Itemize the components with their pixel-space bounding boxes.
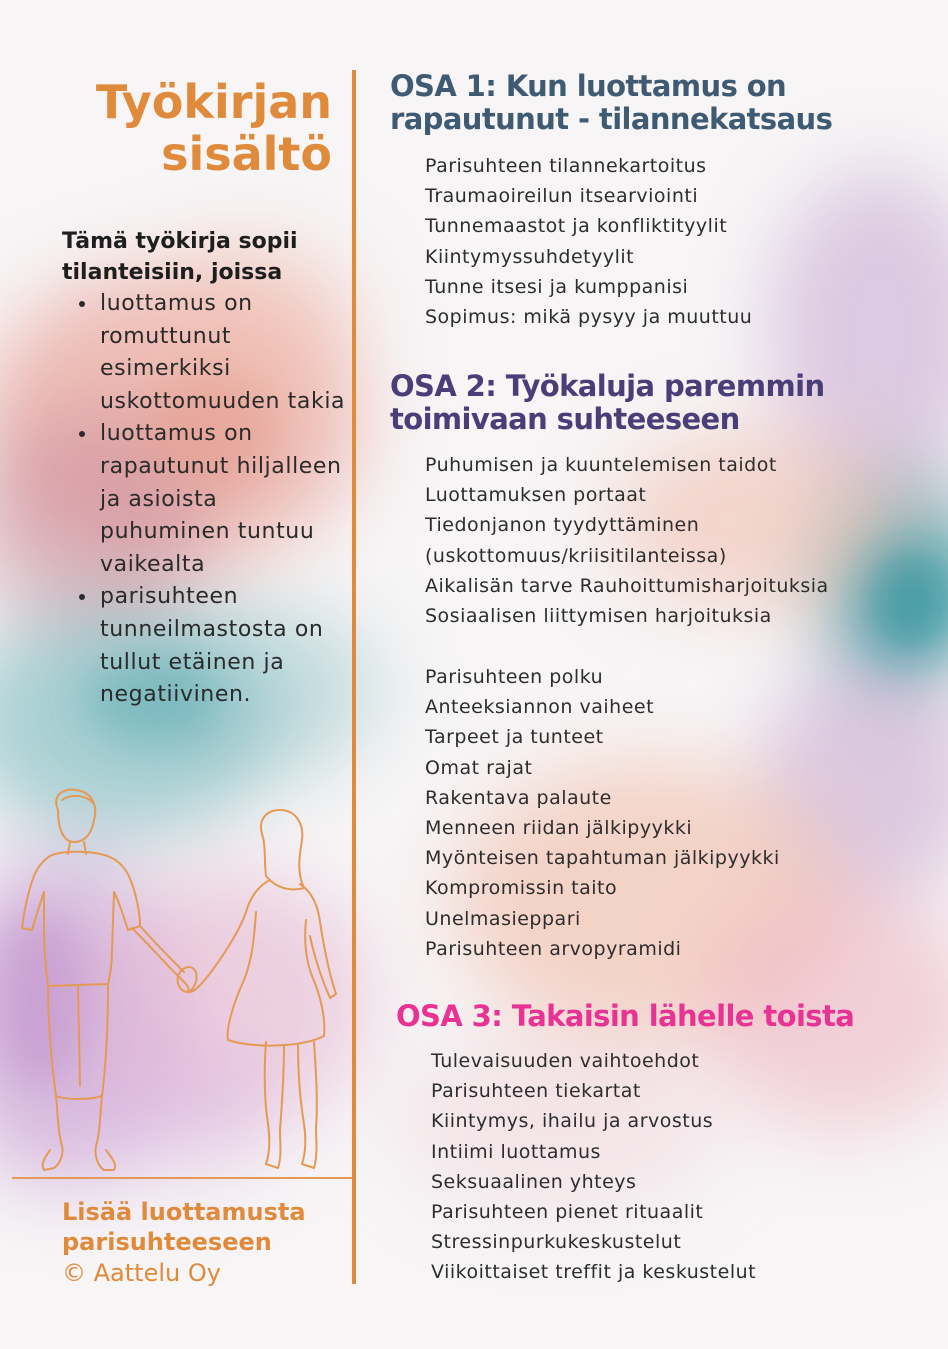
section-3-list [431, 1046, 756, 1288]
list-item: (uskottomuus/kriisitilanteissa) [425, 544, 727, 567]
intro-bullet: • luottamus on romuttunut esimerkiksi uskottomuuden takia [98, 288, 352, 418]
footer-brand [62, 1197, 352, 1257]
section-1-title-line1: OSA 1: Kun luottamus on [390, 69, 787, 103]
list-item: Parisuhteen tilannekartoitus [425, 155, 707, 177]
list-item: Tunne itsesi ja kumppanisi [425, 275, 689, 298]
list-item: Rakentava palaute [425, 786, 612, 809]
list-item: Parisuhteen arvopyramidi [425, 937, 682, 960]
list-item: Tulevaisuuden vaihtoehdot [431, 1050, 700, 1072]
copyright-text: © Aattelu Oy [62, 1259, 221, 1287]
list-item: Luottamuksen portaat [425, 484, 647, 507]
list-item: Seksuaalinen yhteys [431, 1170, 637, 1193]
intro-bullet: • parisuhteen tunneilmastosta on tullut etäinen ja negatiivinen. [98, 581, 352, 711]
list-item: Omat rajat [425, 756, 533, 779]
page-title [62, 76, 332, 180]
section-2-title [390, 370, 825, 436]
section-2-list [425, 450, 829, 631]
list-item: Tarpeet ja tunteet [425, 726, 604, 749]
section-2-title-line2: toimivaan suhteeseen [390, 402, 740, 436]
intro-bullet: • luottamus on rapautunut hiljalleen ja asioista puhuminen tuntuu vaikealta [98, 418, 352, 581]
list-item: Aikalisän tarve Rauhoittumisharjoituksia [425, 574, 829, 597]
list-item: Sosiaalisen liittymisen harjoituksia [425, 605, 772, 628]
list-item: Tiedonjanon tyydyttäminen [425, 514, 700, 537]
list-item: Unelmasieppari [425, 907, 581, 930]
list-item: Viikoittaiset treffit ja keskustelut [431, 1261, 757, 1284]
section-1-title-line2: rapautunut - tilannekatsaus [390, 102, 833, 136]
list-item: Parisuhteen tiekartat [431, 1080, 641, 1103]
list-item: Sopimus: mikä pysyy ja muuttuu [425, 306, 753, 329]
vertical-divider [352, 70, 356, 1284]
list-item: Parisuhteen pienet rituaalit [431, 1201, 704, 1224]
section-1-list [425, 151, 752, 332]
intro-heading: Tämä työkirja sopii tilanteisiin, joissa [62, 229, 298, 285]
list-item: Myönteisen tapahtuman jälkipyykki [425, 847, 780, 870]
footer-brand-line1: Lisää luottamusta [62, 1198, 306, 1226]
list-item: Anteeksiannon vaiheet [425, 696, 655, 719]
list-item: Kiintymyssuhdetyylit [425, 245, 635, 268]
footer-brand-line2: parisuhteeseen [62, 1228, 272, 1256]
section-3-title-line1: OSA 3: Takaisin lähelle toista [396, 999, 855, 1033]
section-1-title [390, 70, 832, 136]
ground-line [12, 1177, 352, 1179]
list-item: Stressinpurkukeskustelut [431, 1231, 682, 1254]
list-item: Parisuhteen polku [425, 666, 604, 688]
section-3-title [396, 1000, 854, 1033]
section-2-list-b [425, 662, 780, 964]
list-item: Puhumisen ja kuuntelemisen taidot [425, 454, 777, 476]
list-item: Kompromissin taito [425, 877, 618, 900]
list-item: Traumaoireilun itsearviointi [425, 185, 699, 208]
list-item: Intiimi luottamus [431, 1140, 601, 1163]
couple-holding-hands-icon [0, 780, 352, 1190]
intro-bullet-list [62, 288, 352, 712]
list-item: Menneen riidan jälkipyykki [425, 817, 693, 840]
page-title-line2: sisältö [161, 127, 332, 181]
page-title-line1: Työkirjan [95, 75, 332, 129]
list-item: Kiintymys, ihailu ja arvostus [431, 1110, 714, 1133]
section-2-title-line1: OSA 2: Työkaluja paremmin [390, 369, 825, 403]
list-item: Tunnemaastot ja konfliktityylit [425, 215, 728, 238]
